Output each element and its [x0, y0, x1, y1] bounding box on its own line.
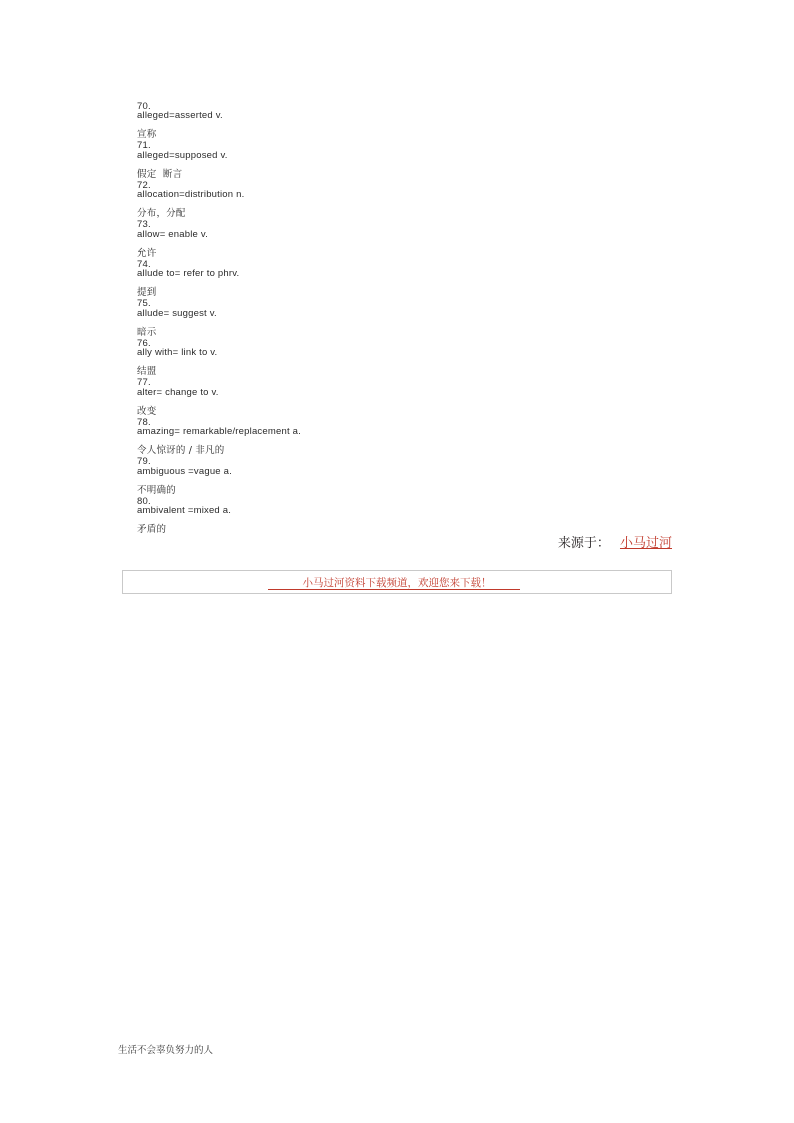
entry-number: 79.	[137, 456, 151, 467]
entry-number: 74.	[137, 258, 151, 270]
entry-translation: 暗示	[137, 326, 157, 338]
list-item	[120, 168, 680, 219]
list-item	[120, 211, 680, 259]
source-attribution	[558, 532, 672, 551]
entry-number: 72.	[137, 179, 151, 191]
entry-translation: 分布，分配	[137, 208, 186, 219]
entry-term: allow= enable v.	[137, 228, 208, 240]
list-item	[120, 132, 680, 180]
entry-translation: 矛盾的	[137, 524, 167, 535]
entry-term: allocation=distribution n.	[137, 189, 245, 200]
entry-translation: 提到	[137, 287, 157, 298]
entry-translation: 假定 断言	[137, 168, 183, 180]
entry-term: alleged=supposed v.	[137, 149, 228, 161]
source-link[interactable]: 小马过河	[619, 536, 672, 551]
list-item	[120, 247, 680, 298]
entry-translation: 结盟	[137, 366, 157, 377]
promo-underline	[268, 589, 520, 590]
entry-number: 75.	[137, 298, 151, 309]
vocabulary-list	[120, 92, 680, 535]
list-item	[120, 484, 680, 535]
entry-number: 76.	[137, 337, 151, 349]
entry-term: allude= suggest v.	[137, 307, 217, 319]
entry-number: 80.	[137, 495, 151, 507]
entry-term: amazing= remarkable/replacement a.	[137, 426, 301, 437]
entry-number: 70.	[137, 100, 151, 112]
entry-number: 73.	[137, 219, 151, 230]
entry-term: alter= change to v.	[137, 386, 219, 398]
entry-translation: 不明确的	[137, 484, 176, 496]
entry-term: ambivalent =mixed a.	[137, 505, 232, 516]
list-item	[120, 405, 680, 456]
entry-number: 78.	[137, 416, 151, 428]
list-item	[120, 92, 680, 140]
entry-translation: 宣称	[137, 129, 157, 140]
entry-term: alleged=asserted v.	[137, 110, 223, 121]
entry-translation: 改变	[137, 405, 157, 417]
promo-banner[interactable]	[122, 570, 672, 594]
promo-text: 小马过河资料下载频道，欢迎您来下载！	[302, 577, 492, 589]
list-item	[120, 369, 680, 417]
entry-term: allude to= refer to phrv.	[137, 268, 240, 279]
entry-term: ally with= link to v.	[137, 347, 218, 358]
source-label: 来源于：	[557, 536, 610, 551]
list-item	[120, 290, 680, 338]
entry-number: 71.	[137, 140, 151, 151]
list-item	[120, 326, 680, 377]
entry-number: 77.	[137, 377, 151, 388]
footer-note: 生活不会辜负努力的人	[118, 1045, 214, 1056]
entry-translation: 令人惊讶的 / 非凡的	[137, 445, 225, 456]
entry-term: ambiguous =vague a.	[137, 465, 232, 477]
entry-translation: 允许	[137, 247, 157, 259]
